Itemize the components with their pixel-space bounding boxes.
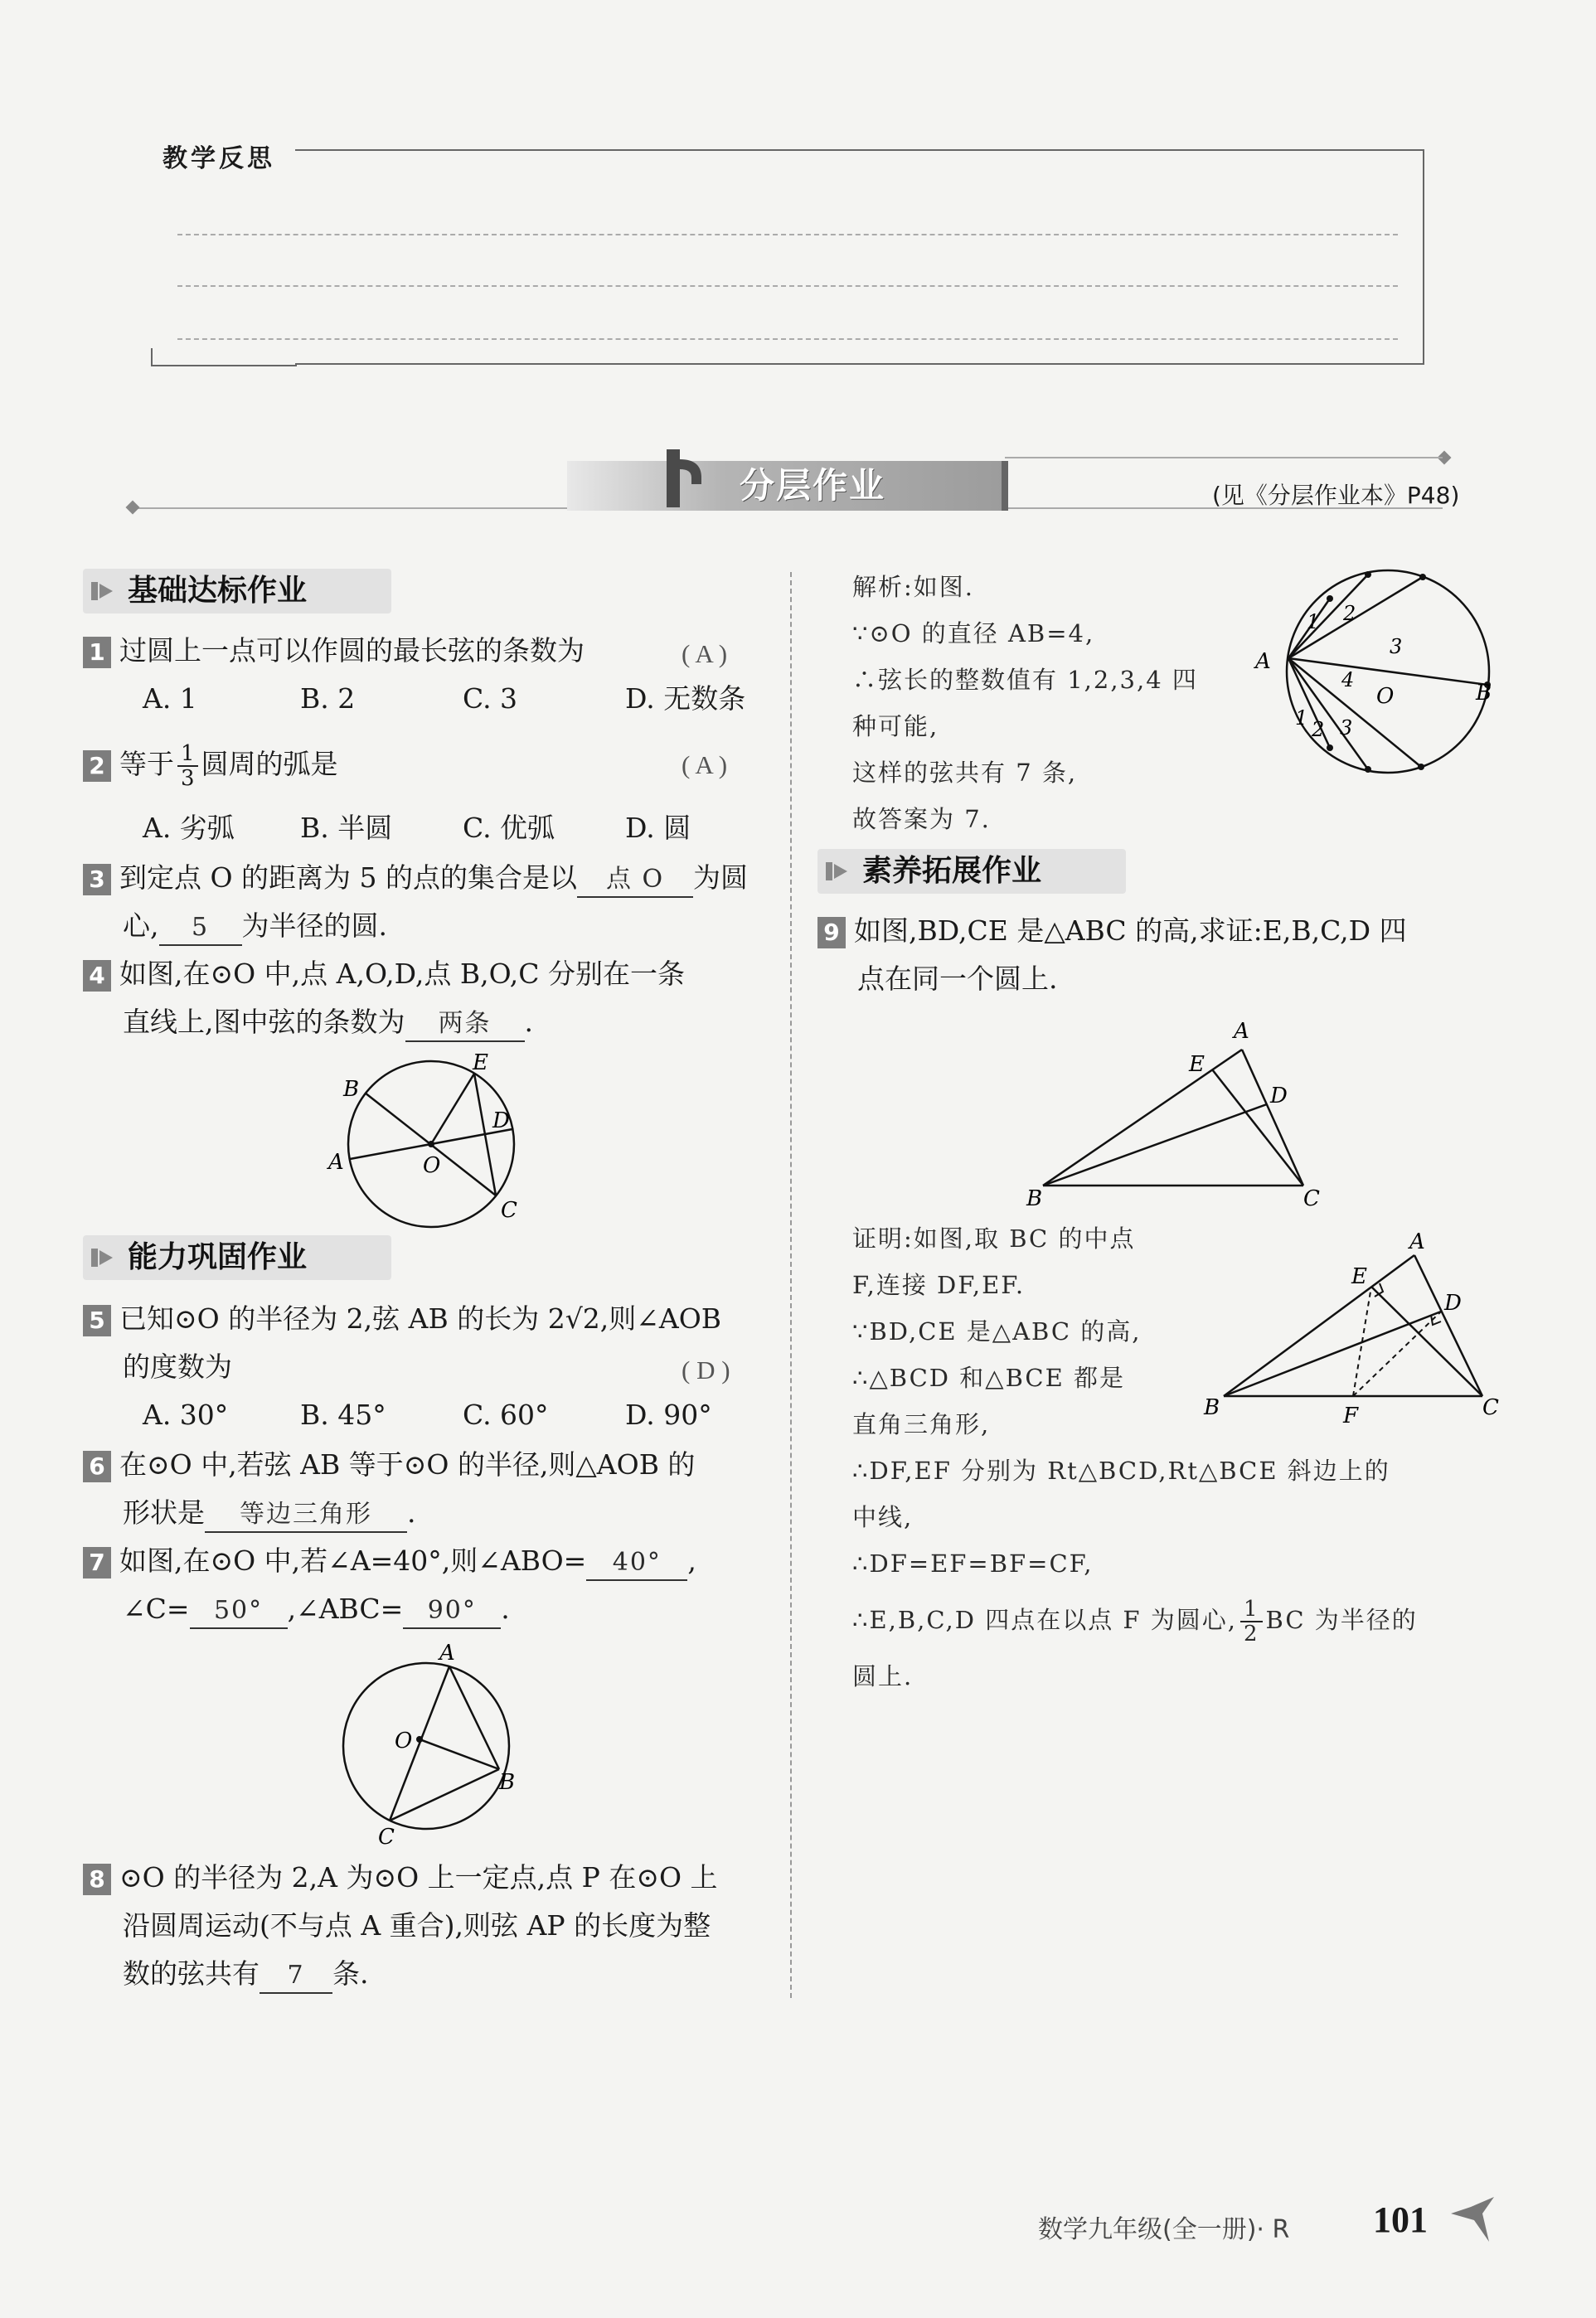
- section-expand-title: 素养拓展作业: [862, 854, 1042, 888]
- fig9a-label-a: A: [1234, 1019, 1249, 1044]
- q7-text-3: ∠C=: [123, 1593, 190, 1625]
- q9-text-2: 点在同一个圆上.: [857, 963, 1058, 995]
- proof-line-9: [852, 1587, 1516, 1653]
- fig4-label-o: O: [423, 1153, 441, 1178]
- figure-q7: [323, 1630, 539, 1845]
- section-expand: [817, 849, 1126, 894]
- figure-q9-proof: [1192, 1229, 1507, 1436]
- question-4: [83, 950, 771, 1046]
- q4-number: 4: [83, 960, 111, 992]
- fig4-label-b: B: [343, 1077, 360, 1102]
- banner-hook-icon: [660, 441, 711, 511]
- arrow-icon: [824, 857, 852, 885]
- proof-line-10: 圆上.: [852, 1662, 914, 1690]
- proof-line-6: ∴DF,EF 分别为 Rt△BCD,Rt△BCE 斜边上的: [852, 1457, 1390, 1485]
- fig4-label-d: D: [492, 1108, 510, 1133]
- writing-line-1: [177, 234, 1398, 235]
- proof-last-post: BC 为半径的: [1265, 1606, 1418, 1634]
- writing-line-3: [177, 338, 1398, 340]
- question-8: [83, 1854, 771, 1998]
- reflection-box-left-edge: [151, 348, 153, 366]
- q9-text-1: 如图,BD,CE 是△ABC 的高,求证:E,B,C,D 四: [854, 914, 1407, 947]
- solution-8: [852, 564, 1250, 846]
- proof-line-1: 证明:如图,取 BC 的中点: [852, 1224, 1136, 1253]
- q5-text-1: 已知⊙O 的半径为 2,弦 AB 的长为 2√2,则∠AOB: [119, 1302, 722, 1335]
- proof-line-2: F,连接 DF,EF.: [852, 1271, 1026, 1299]
- q8-text-1: ⊙O 的半径为 2,A 为⊙O 上一定点,点 P 在⊙O 上: [119, 1861, 718, 1894]
- fig8-label-1-top: 1: [1307, 610, 1320, 633]
- q3-text-1: 到定点 O 的距离为 5 的点的集合是以: [119, 861, 578, 894]
- bird-logo-icon: [1449, 2195, 1496, 2247]
- fig8-label-o: O: [1376, 684, 1395, 709]
- fig4-label-a: A: [328, 1150, 344, 1175]
- fig7-label-b: B: [499, 1770, 516, 1795]
- proof-line-4: ∴△BCD 和△BCE 都是: [852, 1364, 1125, 1392]
- q7-blank-2: 50°: [190, 1594, 288, 1629]
- fig9b-label-c: C: [1482, 1395, 1499, 1420]
- q3-blank-1: 点 O: [577, 863, 693, 898]
- footer-book-title: 数学九年级(全一册)· R: [1038, 2215, 1290, 2244]
- fig4-label-e: E: [473, 1053, 488, 1075]
- q8-number: 8: [83, 1864, 111, 1895]
- arrow-icon: [90, 577, 118, 605]
- fig8-label-3-bottom: 3: [1340, 716, 1353, 740]
- q7-blank-1: 40°: [586, 1546, 687, 1581]
- question-3: [83, 854, 771, 950]
- q6-text-3: .: [407, 1496, 416, 1529]
- banner-end-bar: [1002, 461, 1008, 511]
- fig7-label-o: O: [395, 1729, 413, 1753]
- q2-option-b: B. 半圆: [300, 812, 393, 844]
- solution-8-line-1: 解析:如图.: [852, 573, 974, 601]
- figure-q8: [1244, 560, 1492, 784]
- q1-text: 过圆上一点可以作圆的最长弦的条数为: [119, 634, 585, 667]
- q4-blank: 两条: [405, 1007, 525, 1042]
- section-ability: [83, 1235, 391, 1280]
- section-ability-title: 能力巩固作业: [128, 1240, 308, 1274]
- q1-option-a: A. 1: [143, 682, 197, 715]
- q3-blank-2: 5: [159, 911, 242, 946]
- fig9b-label-a: A: [1409, 1229, 1425, 1254]
- q5-option-d: D. 90°: [625, 1399, 712, 1431]
- question-5: [83, 1295, 771, 1439]
- banner-title: 分层作业: [740, 465, 886, 506]
- question-1: [83, 627, 771, 723]
- q2-answer: ( A ): [682, 750, 728, 779]
- proof-line-5: 直角三角形,: [852, 1410, 991, 1438]
- section-basic: [83, 569, 391, 613]
- q3-number: 3: [83, 864, 111, 895]
- q2-fraction: $\frac{1}{3}$: [177, 742, 198, 790]
- proof-last-pre: ∴E,B,C,D 四点在以点 F 为圆心,: [852, 1606, 1237, 1634]
- q7-text-4: ,∠ABC=: [287, 1593, 404, 1625]
- banner-reference: (见《分层作业本》P48): [1212, 482, 1460, 509]
- q5-option-b: B. 45°: [300, 1399, 386, 1431]
- q2-text-post: 圆周的弧是: [201, 748, 338, 780]
- q3-text-4: 为半径的圆.: [241, 909, 387, 942]
- q8-blank: 7: [260, 1959, 332, 1994]
- q5-number: 5: [83, 1305, 111, 1336]
- q8-text-4: 条.: [332, 1957, 369, 1990]
- q2-option-c: C. 优弧: [463, 812, 555, 844]
- q2-option-d: D. 圆: [625, 812, 691, 844]
- q2-option-a: A. 劣弧: [143, 812, 235, 844]
- question-6: [83, 1441, 771, 1537]
- q5-option-a: A. 30°: [143, 1399, 229, 1431]
- q7-text-5: .: [501, 1593, 510, 1625]
- solution-8-line-6: 故答案为 7.: [852, 805, 991, 833]
- q5-option-c: C. 60°: [463, 1399, 549, 1431]
- fig8-label-4: 4: [1341, 668, 1355, 691]
- question-7: [83, 1537, 771, 1633]
- q4-text-2: 直线上,图中弦的条数为: [123, 1006, 405, 1038]
- writing-line-2: [177, 285, 1398, 287]
- q6-text-2: 形状是: [123, 1496, 205, 1529]
- fig8-label-2-top: 2: [1343, 602, 1356, 625]
- q2-text-pre: 等于: [119, 748, 174, 780]
- fig4-label-c: C: [501, 1198, 517, 1223]
- fig7-label-c: C: [378, 1825, 395, 1845]
- fig8-label-1-bottom: 1: [1295, 706, 1308, 730]
- q1-option-d: D. 无数条: [625, 682, 746, 715]
- section-basic-title: 基础达标作业: [128, 574, 308, 608]
- q6-blank: 等边三角形: [205, 1498, 407, 1533]
- question-9: [817, 907, 1514, 1003]
- proof-line-8: ∴DF=EF=BF=CF,: [852, 1549, 1094, 1578]
- figure-q4: [315, 1053, 531, 1235]
- q8-text-3: 数的弦共有: [123, 1957, 260, 1990]
- q8-text-2: 沿圆周运动(不与点 A 重合),则弦 AP 的长度为整: [123, 1909, 711, 1942]
- solution-8-line-4: 种可能,: [852, 712, 939, 740]
- arrow-icon: [90, 1244, 118, 1272]
- solution-8-line-3: ∴弦长的整数值有 1,2,3,4 四: [852, 666, 1198, 694]
- fig8-label-2-bottom: 2: [1312, 718, 1325, 741]
- q2-number: 2: [83, 750, 111, 782]
- proof-line-3: ∵BD,CE 是△ABC 的高,: [852, 1317, 1142, 1346]
- fig9b-label-d: D: [1444, 1291, 1462, 1316]
- fig8-label-b: B: [1476, 681, 1492, 706]
- proof-fraction: $\frac{1}{2}$: [1240, 1598, 1263, 1646]
- proof-line-7: 中线,: [852, 1503, 914, 1531]
- reflection-box: [295, 149, 1424, 365]
- q1-option-b: B. 2: [300, 682, 356, 715]
- q9-number: 9: [817, 917, 846, 948]
- fig9a-label-c: C: [1303, 1186, 1320, 1211]
- q7-text-1: 如图,在⊙O 中,若∠A=40°,则∠ABO=: [119, 1545, 587, 1577]
- q7-blank-3: 90°: [403, 1594, 501, 1629]
- fig9b-label-e: E: [1351, 1264, 1367, 1289]
- fig9a-label-d: D: [1270, 1084, 1288, 1108]
- q4-text-3: .: [524, 1006, 533, 1038]
- q3-text-3: 心,: [123, 909, 159, 942]
- page-number: 101: [1373, 2199, 1428, 2240]
- figure-q9: [1016, 1008, 1348, 1224]
- fig9a-label-e: E: [1189, 1052, 1205, 1077]
- q6-number: 6: [83, 1451, 111, 1482]
- fig7-label-a: A: [439, 1641, 455, 1666]
- fig8-label-a: A: [1255, 649, 1271, 674]
- column-divider: [790, 572, 792, 1998]
- q7-text-2: ,: [687, 1545, 696, 1577]
- q5-text-2: 的度数为: [123, 1351, 232, 1383]
- q6-text-1: 在⊙O 中,若弦 AB 等于⊙O 的半径,则△AOB 的: [119, 1448, 696, 1481]
- question-2: [83, 731, 771, 856]
- q1-number: 1: [83, 637, 111, 668]
- fig9b-label-b: B: [1204, 1395, 1220, 1420]
- reflection-title: 教学反思: [163, 144, 275, 173]
- q1-answer: ( A ): [682, 639, 728, 668]
- q5-answer: ( D ): [682, 1355, 730, 1384]
- fig9a-label-b: B: [1026, 1186, 1043, 1211]
- reflection-box-bottom-left: [151, 365, 297, 366]
- q4-text-1: 如图,在⊙O 中,点 A,O,D,点 B,O,C 分别在一条: [119, 958, 685, 990]
- solution-8-line-2: ∵⊙O 的直径 AB=4,: [852, 619, 1095, 647]
- fig9b-label-f: F: [1343, 1404, 1359, 1428]
- q3-text-2: 为圆: [693, 861, 749, 894]
- solution-8-line-5: 这样的弦共有 7 条,: [852, 759, 1078, 787]
- fig8-label-3-top: 3: [1390, 635, 1403, 658]
- q1-option-c: C. 3: [463, 682, 518, 715]
- banner-rule-upper: [1005, 457, 1443, 458]
- banner-rule-dot-left: [126, 501, 140, 515]
- q7-number: 7: [83, 1547, 111, 1578]
